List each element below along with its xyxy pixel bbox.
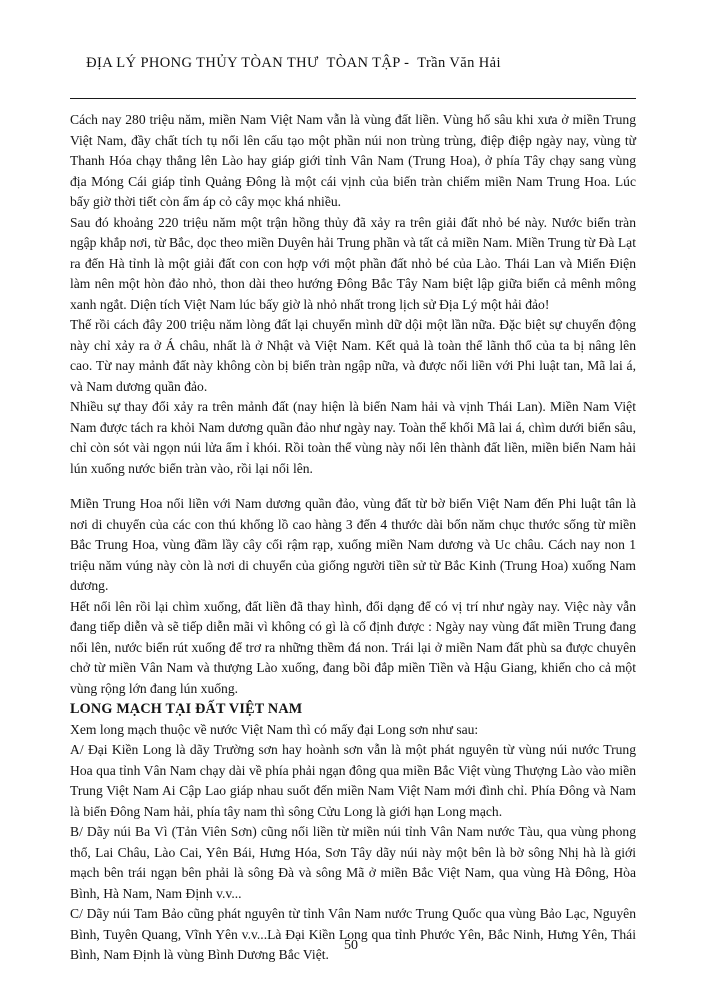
paragraph-geology-280m: Cách nay 280 triệu năm, miền Nam Việt Nam vẫn là vùng đất liền. Vùng hố sâu khi xưa ở miền Trung Việt Nam, đầy chất tích tụ nổi lên cấu tạo một phần núi non trùng trùng, điệp điệp ngày nay, vùng từ Thanh Hóa chạy thẳng lên Lào hay giáp giới tỉnh Vân Nam (Trung Hoa), ở phía Tây chạy sang vùng địa Móng Cái giáp tỉnh Quảng Đông là một cái vịnh của biển tràn chiếm miền Nam Trung Hoa. Lúc bấy giờ thời tiết còn ấm áp cỏ cây mọc khá nhiều. xyxy=(70,112,636,209)
paragraph-long-mach-intro: Xem long mạch thuộc về nước Việt Nam thì có mấy đại Long sơn như sau: xyxy=(70,721,479,737)
section-heading-long-mach: LONG MẠCH TẠI ĐẤT VIỆT NAM xyxy=(70,701,303,717)
paragraph-land-transformation: Hết nổi lên rồi lại chìm xuống, đất liền đã thay hình, đổi dạng để có vị trí như ngày nay. Việc này vẫn đang tiếp diễn và sẽ tiếp diễn mãi vì không có gì là cố định được : Ngày nay vùng đất miền Trung đang nổi lên, nước biển rút xuống để trơ ra những thềm đá non. Trái lại ở miền Nam đất phù sa được chuyên chở từ miền Vân Nam và thượng Lào xuống, đang bồi đắp miền Tiền và Hậu Giang, khiến cho cả một vùng rộng lớn đang lún xuống. xyxy=(70,598,636,696)
page-header xyxy=(70,38,636,89)
paragraph-item-c-tam-bao: C/ Dãy núi Tam Bảo cũng phát nguyên từ tỉnh Vân Nam nước Trung Quốc qua vùng Bảo Lạc, Nguyên Bình, Tuyên Quang, Vĩnh Yên v.v...Là Đại Kiền Long qua tỉnh Phước Yên, Bắc Ninh, Hưng Yên, Thái Bình, Nam Định là vùng Bình Dương Bắc Việt. xyxy=(70,906,636,962)
paragraph-item-b-ba-vi: B/ Dãy núi Ba Vì (Tản Viên Sơn) cũng nối liền từ miền núi tỉnh Vân Nam nước Tàu, qua vùng phong thổ, Lai Châu, Lào Cai, Yên Bái, Hưng Hóa, Sơn Tây dãy núi này một bên là bờ sông Nhị hà là giới mạch bên trái ngạn bên phải là sông Đà và sông Mã ở miền Bắc Việt Nam, qua vùng Hà Đông, Hòa Bình, Hà Nam, Nam Định v.v... xyxy=(70,824,636,901)
document-body xyxy=(70,110,636,966)
paragraph-changes-south-sea: Nhiều sự thay đổi xảy ra trên mảnh đất (nay hiện là biển Nam hải và vịnh Thái Lan). Miền Nam Việt Nam được tách ra khỏi Nam dương quần đảo như ngày nay. Toàn thể khối Mã lai á, chìm dưới biển sâu, chỉ còn sót vài ngọn núi lửa ẩm ỉ khói. Rồi toàn thể vùng này nổi lên thành đất liền, miền biển Nam hải lún xuống nước biển tràn vào, rồi lại nổi lên. xyxy=(70,399,636,476)
paragraph-china-landbridge: Miền Trung Hoa nối liền với Nam dương quần đảo, vùng đất từ bờ biển Việt Nam đến Phi luật tân là nơi di chuyển của các con thú khổng lồ cao hàng 3 đến 4 thước dài bốn năm chục thước sống từ miền Bắc Trung Hoa, vùng đầm lầy cây cối rậm rạp, xuống miền Nam dương và Uc châu. Cách nay non 1 triệu năm vúng này còn là nơi di chuyển của giống người tiền sử từ Bắc Kinh (Trung Hoa) xuống Nam dương. xyxy=(70,496,636,593)
paragraph-item-a-dai-kien-long: A/ Đại Kiền Long là dãy Trường sơn hay hoành sơn vẫn là một phát nguyên từ vùng núi nước Trung Hoa qua tỉnh Vân Nam chạy dài về phía phải ngạn đông qua miền Bắc Việt vùng Thượng Lào vào miền Trung Việt Nam Ai Cập Lao giáp nhau suốt đến miền Nam Việt Nam mới đình chỉ. Phía Đông và Nam là biển Đông Nam hải, phía tây nam thì sông Cửu Long là giới hạn Long mạch. xyxy=(70,742,636,819)
paragraph-uplift-200m: Thế rồi cách đây 200 triệu năm lòng đất lại chuyển mình dữ dội một lần nữa. Đặc biệt sự chuyển động này chỉ xảy ra ở Á châu, nhất là ở Nhật và Việt Nam. Kết quả là toàn thể lãnh thổ của ta bị nâng lên cao. Từ nay mảnh đất này không còn bị biển tràn ngập nữa, và được nối liền với Phi luật tan, Mã lai á, và Nam dương quần đảo. xyxy=(70,317,636,394)
page-footer xyxy=(0,938,702,954)
header-rule xyxy=(70,98,636,99)
page-number: 50 xyxy=(344,938,358,953)
document-title: ĐỊA LÝ PHONG THỦY TÒAN THƯ TÒAN TẬP - Trần Văn Hải xyxy=(86,55,501,71)
paragraph-flood-220m: Sau đó khoảng 220 triệu năm một trận hồng thủy đã xảy ra trên giải đất nhỏ bé này. Nước biển tràn ngập khắp nơi, từ Bắc, dọc theo miền Duyên hải Trung phần và tất cả miền Nam. Miền Trung từ Đà Lạt ra đến Hà tỉnh là một giải đất con con hợp với một phần đất nhỏ bé của Lào. Thái Lan và Miến Điện làm nên một hòn đảo nhỏ, thon dài theo hướng Đông Bắc Tây Nam biệt lập giữa biển cả mênh mông xanh ngắt. Diện tích Việt Nam lúc bấy giờ là nhỏ nhất trong lịch sử Địa Lý một hải đảo! xyxy=(70,214,636,312)
